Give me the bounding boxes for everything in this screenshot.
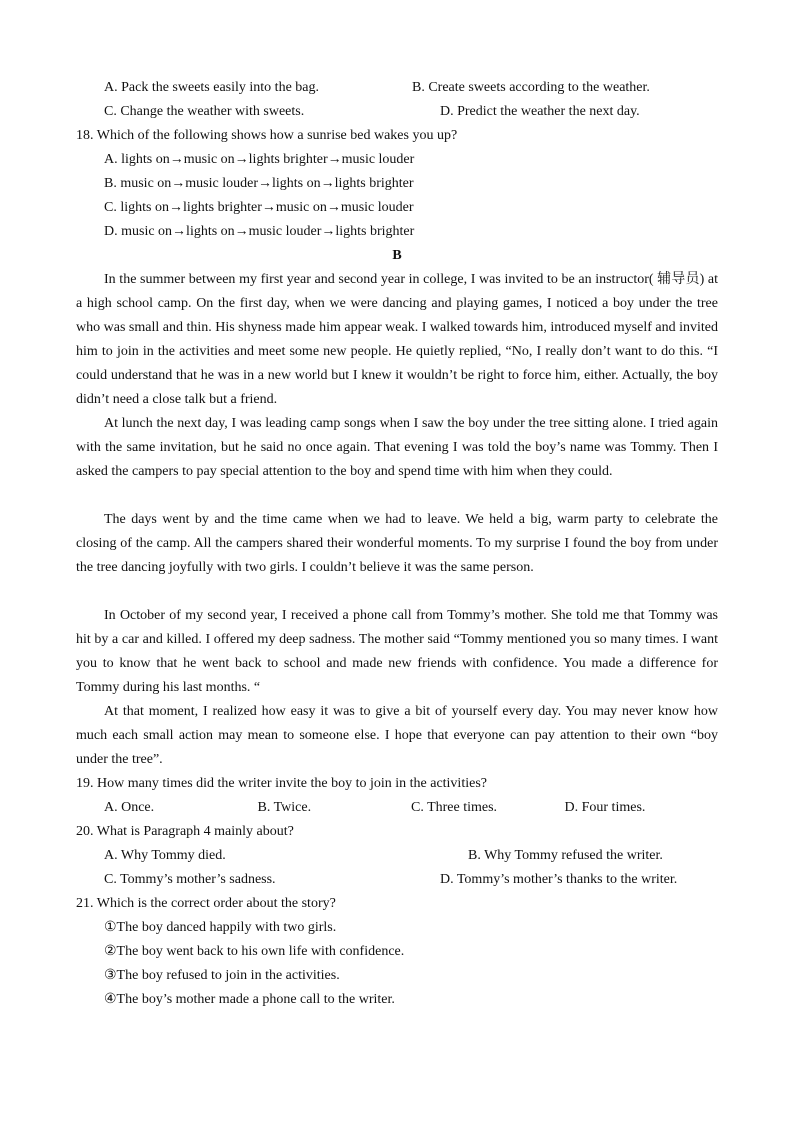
q21-item-3: ③The boy refused to join in the activities.	[104, 968, 340, 983]
q20-stem: 20. What is Paragraph 4 mainly about?	[76, 824, 294, 839]
q17-option-a[interactable]: A. Pack the sweets easily into the bag.	[104, 80, 320, 95]
q21-item-1: ①The boy danced happily with two girls.	[104, 920, 337, 935]
q19-option-a[interactable]: A. Once.	[104, 800, 155, 815]
q19-stem: 19. How many times did the writer invite the boy to join in the activities?	[76, 776, 487, 791]
q19-option-d[interactable]: D. Four times.	[564, 800, 646, 815]
q21-stem: 21. Which is the correct order about the story?	[76, 896, 336, 911]
q18-option-a[interactable]: A. lights on→music on→lights brighter→music louder	[104, 152, 415, 167]
q20-option-c[interactable]: C. Tommy’s mother’s sadness.	[104, 872, 276, 887]
passage-paragraph-5: At that moment, I realized how easy it was to give a bit of yourself every day. You may never know how much each small action may mean to someone else. I hope that everyone can pay attention to their own “boy under the tree”.	[76, 704, 718, 767]
q17-option-b[interactable]: B. Create sweets according to the weather.	[412, 80, 650, 95]
q19-option-c[interactable]: C. Three times.	[411, 800, 498, 815]
q17-options-row-2	[76, 100, 718, 124]
passage-paragraph-3: The days went by and the time came when we had to leave. We held a big, warm party to celebrate the closing of the camp. All the campers shared their wonderful moments. To my surprise I found the boy from under the tree dancing joyfully with two girls. I couldn’t believe it was the same person.	[76, 512, 718, 575]
q20-option-b[interactable]: B. Why Tommy refused the writer.	[468, 848, 663, 863]
q18-option-c[interactable]: C. lights on→lights brighter→music on→music louder	[104, 200, 414, 215]
passage-paragraph-4: In October of my second year, I received a phone call from Tommy’s mother. She told me that Tommy was hit by a car and killed. I offered my deep sadness. The mother said “Tommy mentioned you so many times. I want you to know that he went back to school and made new friends with confidence. You made a difference for Tommy during his last months. “	[76, 608, 718, 695]
q17-options-row-1	[76, 76, 718, 100]
q18-option-b[interactable]: B. music on→music louder→lights on→lights brighter	[104, 176, 414, 191]
q17-option-c[interactable]: C. Change the weather with sweets.	[104, 104, 305, 119]
exam-page	[76, 76, 718, 1012]
q20-options-row-1	[76, 844, 718, 868]
q19-option-b[interactable]: B. Twice.	[257, 800, 312, 815]
q21-item-2: ②The boy went back to his own life with confidence.	[104, 944, 405, 959]
q18-stem: 18. Which of the following shows how a sunrise bed wakes you up?	[76, 128, 458, 143]
q19-options	[76, 796, 718, 820]
q20-option-d[interactable]: D. Tommy’s mother’s thanks to the writer.	[440, 872, 678, 887]
q20-options-row-2	[76, 868, 718, 892]
passage-paragraph-1: In the summer between my first year and second year in college, I was invited to be an instructor( 辅导员) at a high school camp. On the first day, when we were dancing and playing games, I noticed a boy under the tree who was small and thin. His shyness made him appear weak. I walked towards him, introduced myself and invited him to join in the activities and meet some new people. He quietly replied, “No, I really don’t want to do this. “I could understand that he was in a new world but I knew it wouldn’t be right to force him, either. Actually, the boy didn’t need a close talk but a friend.	[76, 272, 718, 407]
q21-item-4: ④The boy’s mother made a phone call to the writer.	[104, 992, 395, 1007]
q20-option-a[interactable]: A. Why Tommy died.	[104, 848, 226, 863]
passage-paragraph-2: At lunch the next day, I was leading camp songs when I saw the boy under the tree sitting alone. I tried again with the same invitation, but he said no once again. That evening I was told the boy’s name was Tommy. Then I asked the campers to pay special attention to the boy and spend time with him when they could.	[76, 416, 718, 479]
q17-option-d[interactable]: D. Predict the weather the next day.	[440, 104, 640, 119]
q18-option-d[interactable]: D. music on→lights on→music louder→lights brighter	[104, 224, 415, 239]
section-heading: B	[392, 248, 402, 263]
